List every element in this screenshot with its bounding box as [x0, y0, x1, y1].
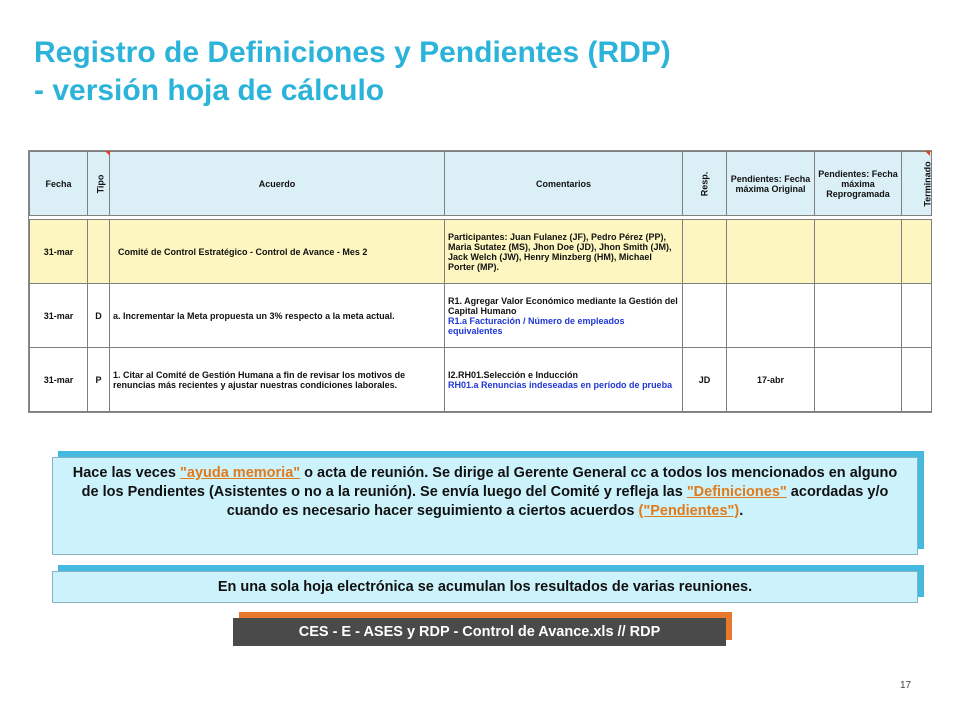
header-pendientes-original: Pendientes: Fecha máxima Original — [727, 152, 815, 216]
note-ayuda-memoria — [52, 457, 918, 555]
comentario-indicator-text: RH01.a Renuncias indeseadas en período de prueba — [448, 379, 673, 390]
cell-acuerdo: 1. Citar al Comité de Gestión Humana a fin de revisar los motivos de renuncias más recientes y ajustar nuestras condiciones laborales. — [110, 348, 445, 412]
comment-marker-icon — [105, 151, 110, 156]
header-row — [30, 152, 932, 216]
cell-resp — [683, 220, 727, 284]
header-tipo-label: Tipo — [95, 174, 106, 193]
header-terminado — [902, 152, 932, 216]
header-resp — [683, 152, 727, 216]
title-line-1: Registro de Definiciones y Pendientes (RDP) — [34, 36, 671, 69]
spreadsheet-image — [28, 150, 932, 413]
header-comentarios: Comentarios — [445, 152, 683, 216]
cell-acuerdo: a. Incrementar la Meta propuesta un 3% respecto a la meta actual. — [110, 284, 445, 348]
cell-terminado — [902, 348, 932, 412]
header-pendientes-reprogramada: Pendientes: Fecha máxima Reprogramada — [815, 152, 902, 216]
file-reference-button[interactable]: CES - E - ASES y RDP - Control de Avance.xls // RDP — [233, 618, 726, 646]
header-terminado-label: Terminado — [922, 160, 933, 207]
header-tipo — [88, 152, 110, 216]
header-acuerdo: Acuerdo — [110, 152, 445, 216]
cell-pend-orig: 17-abr — [727, 348, 815, 412]
table-row — [30, 220, 932, 284]
cell-pend-reprog — [815, 220, 902, 284]
cell-tipo — [88, 220, 110, 284]
cell-pend-reprog — [815, 284, 902, 348]
header-resp-label: Resp. — [699, 171, 710, 196]
cell-pend-orig — [727, 284, 815, 348]
note-text-2: o acta de reunión. Se dirige al Gerente General cc a todos los mencionados en alguno de los Pendientes (Asistentes o no a la reunión). Se envía luego del Comité y refleja las — [81, 465, 898, 500]
comentario-text: I2.RH01.Selección e Inducción — [448, 369, 579, 380]
cell-pend-orig — [727, 220, 815, 284]
note-text-3: acordadas y/o cuando es necesario hacer seguimiento a ciertos acuerdos — [226, 484, 889, 519]
comment-marker-icon — [925, 151, 930, 156]
table-row — [30, 348, 932, 412]
rdp-table — [29, 151, 932, 412]
table-row — [30, 284, 932, 348]
note-text-4: . — [739, 503, 744, 519]
note-hoja-electronica: En una sola hoja electrónica se acumulan los resultados de varias reuniones. — [52, 571, 918, 603]
pendientes-link[interactable]: ("Pendientes") — [638, 503, 740, 519]
note-text-1: Hace las veces — [72, 465, 180, 481]
cell-comentarios — [445, 284, 683, 348]
comentario-text: R1. Agregar Valor Económico mediante la Gestión del Capital Humano — [448, 295, 678, 316]
cell-fecha: 31-mar — [30, 220, 88, 284]
cell-tipo: P — [88, 348, 110, 412]
cell-fecha: 31-mar — [30, 348, 88, 412]
cell-tipo: D — [88, 284, 110, 348]
cell-resp — [683, 284, 727, 348]
cell-terminado — [902, 284, 932, 348]
cell-comentarios — [445, 220, 683, 284]
cell-fecha: 31-mar — [30, 284, 88, 348]
cell-resp: JD — [683, 348, 727, 412]
comentario-indicator-text: R1.a Facturación / Número de empleados equivalentes — [448, 315, 625, 336]
title-line-2: - versión hoja de cálculo — [34, 74, 385, 107]
cell-acuerdo: Comité de Control Estratégico - Control de Avance - Mes 2 — [110, 220, 445, 284]
cell-comentarios — [445, 348, 683, 412]
cell-terminado — [902, 220, 932, 284]
page-number: 17 — [900, 680, 912, 691]
definiciones-link[interactable]: "Definiciones" — [686, 484, 787, 500]
cell-pend-reprog — [815, 348, 902, 412]
ayuda-memoria-link[interactable]: "ayuda memoria" — [180, 465, 301, 481]
header-fecha: Fecha — [30, 152, 88, 216]
slide-title — [34, 34, 934, 110]
comentario-text: Participantes: Juan Fulanez (JF), Pedro Pérez (PP), Maria Sutatez (MS), Jhon Doe (JD), Jhon Smith (JM), Jack Welch (JW), Henry Minzberg (HM), Michael Porter (MP). — [448, 231, 672, 272]
